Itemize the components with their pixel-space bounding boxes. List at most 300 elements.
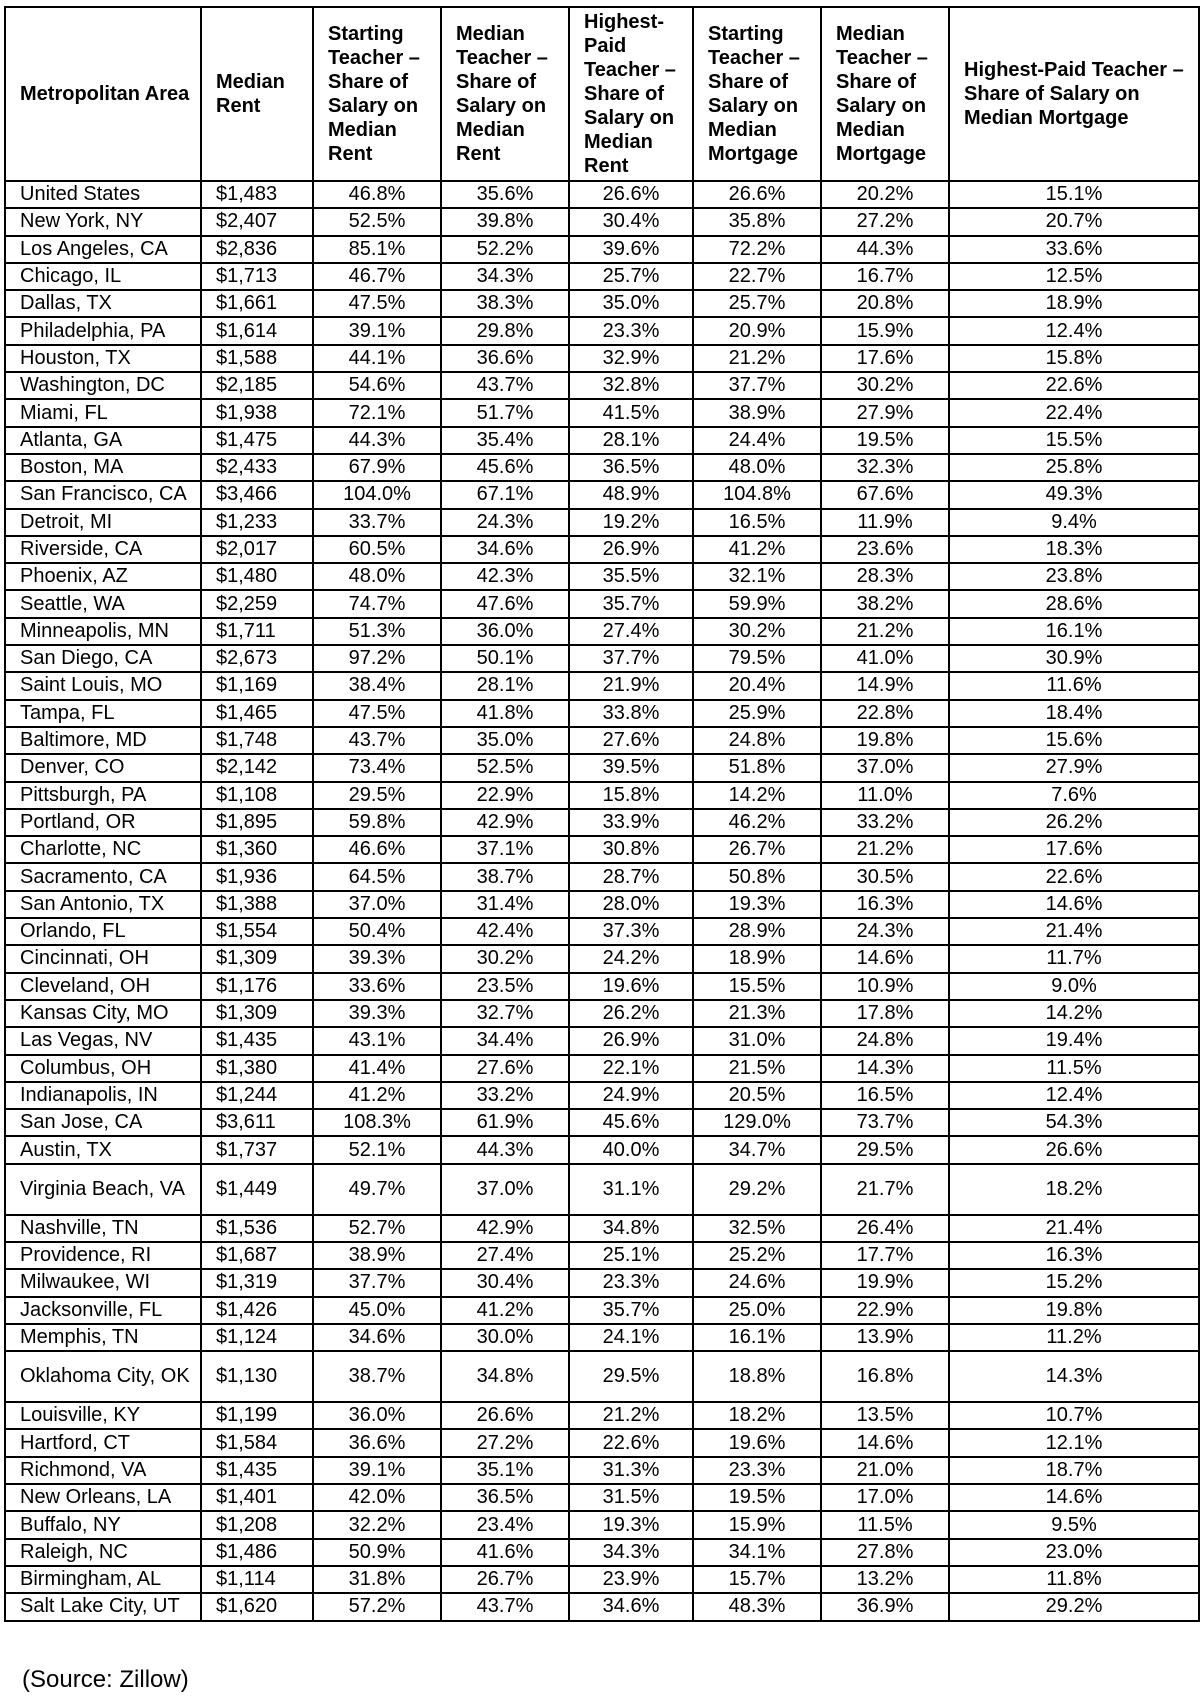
share-cell: 11.9% — [821, 509, 949, 536]
share-cell: 14.3% — [949, 1351, 1199, 1402]
share-cell: 15.5% — [693, 973, 821, 1000]
share-cell: 11.8% — [949, 1566, 1199, 1593]
metro-area-cell: Phoenix, AZ — [5, 563, 201, 590]
median-rent-cell: $1,687 — [201, 1242, 313, 1269]
share-cell: 21.0% — [821, 1457, 949, 1484]
share-cell: 43.7% — [313, 727, 441, 754]
share-cell: 52.5% — [441, 754, 569, 781]
metro-area-cell: Boston, MA — [5, 454, 201, 481]
share-cell: 11.7% — [949, 945, 1199, 972]
share-cell: 19.3% — [693, 891, 821, 918]
median-rent-cell: $3,611 — [201, 1109, 313, 1136]
share-cell: 47.5% — [313, 290, 441, 317]
share-cell: 14.3% — [821, 1055, 949, 1082]
share-cell: 12.5% — [949, 263, 1199, 290]
share-cell: 14.2% — [693, 782, 821, 809]
share-cell: 24.9% — [569, 1082, 693, 1109]
share-cell: 19.4% — [949, 1027, 1199, 1054]
share-cell: 26.4% — [821, 1215, 949, 1242]
share-cell: 12.4% — [949, 317, 1199, 344]
share-cell: 17.6% — [949, 836, 1199, 863]
metro-area-cell: Buffalo, NY — [5, 1511, 201, 1538]
share-cell: 18.7% — [949, 1457, 1199, 1484]
share-cell: 14.6% — [949, 1484, 1199, 1511]
share-cell: 16.3% — [949, 1242, 1199, 1269]
share-cell: 29.5% — [569, 1351, 693, 1402]
share-cell: 14.6% — [821, 1429, 949, 1456]
table-row — [5, 891, 1199, 918]
share-cell: 45.6% — [441, 454, 569, 481]
share-cell: 104.0% — [313, 481, 441, 508]
share-cell: 34.7% — [693, 1136, 821, 1163]
share-cell: 36.5% — [441, 1484, 569, 1511]
share-cell: 39.1% — [313, 1457, 441, 1484]
share-cell: 108.3% — [313, 1109, 441, 1136]
median-rent-cell: $1,124 — [201, 1324, 313, 1351]
table-row — [5, 1242, 1199, 1269]
table-row — [5, 236, 1199, 263]
share-cell: 26.6% — [441, 1402, 569, 1429]
share-cell: 49.7% — [313, 1164, 441, 1215]
share-cell: 22.9% — [821, 1297, 949, 1324]
median-rent-cell: $1,244 — [201, 1082, 313, 1109]
share-cell: 43.7% — [441, 1593, 569, 1620]
share-cell: 29.2% — [693, 1164, 821, 1215]
share-cell: 24.8% — [821, 1027, 949, 1054]
share-cell: 11.0% — [821, 782, 949, 809]
median-rent-cell: $2,407 — [201, 208, 313, 235]
share-cell: 34.3% — [569, 1539, 693, 1566]
median-rent-cell: $2,017 — [201, 536, 313, 563]
share-cell: 34.8% — [569, 1215, 693, 1242]
share-cell: 16.3% — [821, 891, 949, 918]
share-cell: 46.6% — [313, 836, 441, 863]
share-cell: 30.4% — [569, 208, 693, 235]
table-row — [5, 481, 1199, 508]
share-cell: 34.6% — [313, 1324, 441, 1351]
share-cell: 15.8% — [569, 782, 693, 809]
share-cell: 41.6% — [441, 1539, 569, 1566]
metro-area-cell: Birmingham, AL — [5, 1566, 201, 1593]
share-cell: 37.7% — [693, 372, 821, 399]
column-header: Median Rent — [201, 7, 313, 181]
share-cell: 42.4% — [441, 918, 569, 945]
share-cell: 36.6% — [441, 345, 569, 372]
metro-area-cell: Raleigh, NC — [5, 1539, 201, 1566]
share-cell: 37.0% — [313, 891, 441, 918]
table-row — [5, 454, 1199, 481]
share-cell: 29.2% — [949, 1593, 1199, 1620]
metro-area-cell: Baltimore, MD — [5, 727, 201, 754]
share-cell: 26.9% — [569, 536, 693, 563]
metro-area-cell: Cleveland, OH — [5, 973, 201, 1000]
median-rent-cell: $2,259 — [201, 590, 313, 617]
share-cell: 20.4% — [693, 672, 821, 699]
median-rent-cell: $1,426 — [201, 1297, 313, 1324]
share-cell: 42.3% — [441, 563, 569, 590]
share-cell: 25.2% — [693, 1242, 821, 1269]
median-rent-cell: $2,185 — [201, 372, 313, 399]
median-rent-cell: $1,435 — [201, 1457, 313, 1484]
share-cell: 18.9% — [693, 945, 821, 972]
share-cell: 52.7% — [313, 1215, 441, 1242]
share-cell: 24.2% — [569, 945, 693, 972]
table-row — [5, 1539, 1199, 1566]
share-cell: 32.7% — [441, 1000, 569, 1027]
share-cell: 30.8% — [569, 836, 693, 863]
table-row — [5, 836, 1199, 863]
table-row — [5, 345, 1199, 372]
table-row — [5, 863, 1199, 890]
share-cell: 46.8% — [313, 181, 441, 208]
share-cell: 32.2% — [313, 1511, 441, 1538]
share-cell: 34.4% — [441, 1027, 569, 1054]
share-cell: 39.3% — [313, 945, 441, 972]
column-header: Starting Teacher – Share of Salary on Median Rent — [313, 7, 441, 181]
share-cell: 30.9% — [949, 645, 1199, 672]
share-cell: 35.0% — [441, 727, 569, 754]
share-cell: 26.6% — [569, 181, 693, 208]
share-cell: 52.1% — [313, 1136, 441, 1163]
share-cell: 72.1% — [313, 399, 441, 426]
table-row — [5, 1511, 1199, 1538]
table-row — [5, 1402, 1199, 1429]
share-cell: 85.1% — [313, 236, 441, 263]
share-cell: 35.1% — [441, 1457, 569, 1484]
share-cell: 17.6% — [821, 345, 949, 372]
share-cell: 38.7% — [313, 1351, 441, 1402]
share-cell: 35.5% — [569, 563, 693, 590]
metro-area-cell: Miami, FL — [5, 399, 201, 426]
metro-area-cell: Orlando, FL — [5, 918, 201, 945]
share-cell: 7.6% — [949, 782, 1199, 809]
share-cell: 11.5% — [821, 1511, 949, 1538]
metro-area-cell: Dallas, TX — [5, 290, 201, 317]
share-cell: 45.0% — [313, 1297, 441, 1324]
share-cell: 33.7% — [313, 509, 441, 536]
share-cell: 27.2% — [441, 1429, 569, 1456]
share-cell: 24.6% — [693, 1269, 821, 1296]
metro-area-cell: Riverside, CA — [5, 536, 201, 563]
share-cell: 29.5% — [821, 1136, 949, 1163]
share-cell: 59.9% — [693, 590, 821, 617]
share-cell: 28.6% — [949, 590, 1199, 617]
share-cell: 24.3% — [821, 918, 949, 945]
metro-area-cell: Portland, OR — [5, 809, 201, 836]
share-cell: 15.7% — [693, 1566, 821, 1593]
share-cell: 31.3% — [569, 1457, 693, 1484]
share-cell: 43.7% — [441, 372, 569, 399]
metro-area-cell: Pittsburgh, PA — [5, 782, 201, 809]
median-rent-cell: $1,584 — [201, 1429, 313, 1456]
median-rent-cell: $1,360 — [201, 836, 313, 863]
share-cell: 16.7% — [821, 263, 949, 290]
metro-area-cell: Chicago, IL — [5, 263, 201, 290]
share-cell: 59.8% — [313, 809, 441, 836]
share-cell: 30.4% — [441, 1269, 569, 1296]
share-cell: 42.9% — [441, 1215, 569, 1242]
share-cell: 21.3% — [693, 1000, 821, 1027]
table-row — [5, 1215, 1199, 1242]
share-cell: 67.1% — [441, 481, 569, 508]
share-cell: 12.1% — [949, 1429, 1199, 1456]
share-cell: 18.3% — [949, 536, 1199, 563]
table-row — [5, 645, 1199, 672]
median-rent-cell: $1,588 — [201, 345, 313, 372]
share-cell: 41.5% — [569, 399, 693, 426]
share-cell: 9.5% — [949, 1511, 1199, 1538]
share-cell: 15.1% — [949, 181, 1199, 208]
share-cell: 57.2% — [313, 1593, 441, 1620]
share-cell: 37.7% — [313, 1269, 441, 1296]
share-cell: 26.7% — [441, 1566, 569, 1593]
share-cell: 16.1% — [949, 618, 1199, 645]
share-cell: 33.8% — [569, 700, 693, 727]
metro-area-cell: Indianapolis, IN — [5, 1082, 201, 1109]
share-cell: 15.8% — [949, 345, 1199, 372]
table-row — [5, 1269, 1199, 1296]
share-cell: 49.3% — [949, 481, 1199, 508]
share-cell: 18.9% — [949, 290, 1199, 317]
share-cell: 19.9% — [821, 1269, 949, 1296]
share-cell: 13.9% — [821, 1324, 949, 1351]
share-cell: 67.9% — [313, 454, 441, 481]
table-row — [5, 1109, 1199, 1136]
share-cell: 12.4% — [949, 1082, 1199, 1109]
share-cell: 21.2% — [821, 836, 949, 863]
table-row — [5, 1484, 1199, 1511]
share-cell: 23.5% — [441, 973, 569, 1000]
metro-area-cell: Las Vegas, NV — [5, 1027, 201, 1054]
share-cell: 37.1% — [441, 836, 569, 863]
share-cell: 42.9% — [441, 809, 569, 836]
share-cell: 25.7% — [693, 290, 821, 317]
median-rent-cell: $1,199 — [201, 1402, 313, 1429]
metro-area-cell: Richmond, VA — [5, 1457, 201, 1484]
share-cell: 74.7% — [313, 590, 441, 617]
share-cell: 30.5% — [821, 863, 949, 890]
share-cell: 48.9% — [569, 481, 693, 508]
table-row — [5, 263, 1199, 290]
median-rent-cell: $1,380 — [201, 1055, 313, 1082]
metro-area-cell: Saint Louis, MO — [5, 672, 201, 699]
share-cell: 20.7% — [949, 208, 1199, 235]
share-cell: 61.9% — [441, 1109, 569, 1136]
share-cell: 20.2% — [821, 181, 949, 208]
table-row — [5, 973, 1199, 1000]
share-cell: 17.0% — [821, 1484, 949, 1511]
share-cell: 51.3% — [313, 618, 441, 645]
share-cell: 30.0% — [441, 1324, 569, 1351]
median-rent-cell: $1,737 — [201, 1136, 313, 1163]
share-cell: 25.7% — [569, 263, 693, 290]
share-cell: 18.2% — [949, 1164, 1199, 1215]
share-cell: 36.0% — [441, 618, 569, 645]
share-cell: 36.0% — [313, 1402, 441, 1429]
share-cell: 13.2% — [821, 1566, 949, 1593]
median-rent-cell: $2,836 — [201, 236, 313, 263]
median-rent-cell: $2,433 — [201, 454, 313, 481]
median-rent-cell: $1,713 — [201, 263, 313, 290]
metro-area-cell: Denver, CO — [5, 754, 201, 781]
share-cell: 73.4% — [313, 754, 441, 781]
column-header: Highest-Paid Teacher – Share of Salary on Median Mortgage — [949, 7, 1199, 181]
metro-area-cell: Philadelphia, PA — [5, 317, 201, 344]
share-cell: 44.3% — [441, 1136, 569, 1163]
table-row — [5, 1593, 1199, 1620]
median-rent-cell: $1,114 — [201, 1566, 313, 1593]
median-rent-cell: $1,486 — [201, 1539, 313, 1566]
share-cell: 25.8% — [949, 454, 1199, 481]
table-row — [5, 509, 1199, 536]
share-cell: 9.4% — [949, 509, 1199, 536]
table-row — [5, 945, 1199, 972]
share-cell: 38.2% — [821, 590, 949, 617]
share-cell: 37.7% — [569, 645, 693, 672]
share-cell: 15.9% — [821, 317, 949, 344]
share-cell: 30.2% — [441, 945, 569, 972]
share-cell: 27.4% — [441, 1242, 569, 1269]
median-rent-cell: $1,388 — [201, 891, 313, 918]
metro-area-cell: Seattle, WA — [5, 590, 201, 617]
share-cell: 19.5% — [821, 427, 949, 454]
median-rent-cell: $1,208 — [201, 1511, 313, 1538]
share-cell: 27.2% — [821, 208, 949, 235]
table-row — [5, 1082, 1199, 1109]
share-cell: 28.9% — [693, 918, 821, 945]
share-cell: 38.3% — [441, 290, 569, 317]
share-cell: 14.6% — [949, 891, 1199, 918]
share-cell: 27.6% — [569, 727, 693, 754]
share-cell: 38.4% — [313, 672, 441, 699]
metro-area-cell: Providence, RI — [5, 1242, 201, 1269]
share-cell: 44.1% — [313, 345, 441, 372]
median-rent-cell: $3,466 — [201, 481, 313, 508]
share-cell: 16.1% — [693, 1324, 821, 1351]
share-cell: 22.7% — [693, 263, 821, 290]
share-cell: 46.7% — [313, 263, 441, 290]
share-cell: 41.2% — [693, 536, 821, 563]
share-cell: 38.9% — [313, 1242, 441, 1269]
share-cell: 47.5% — [313, 700, 441, 727]
share-cell: 23.3% — [693, 1457, 821, 1484]
share-cell: 26.7% — [693, 836, 821, 863]
metro-area-cell: Milwaukee, WI — [5, 1269, 201, 1296]
metro-area-cell: Louisville, KY — [5, 1402, 201, 1429]
table-row — [5, 399, 1199, 426]
share-cell: 42.0% — [313, 1484, 441, 1511]
metro-area-cell: Virginia Beach, VA — [5, 1164, 201, 1215]
share-cell: 34.8% — [441, 1351, 569, 1402]
share-cell: 23.3% — [569, 317, 693, 344]
share-cell: 21.2% — [693, 345, 821, 372]
metro-area-cell: New York, NY — [5, 208, 201, 235]
share-cell: 20.8% — [821, 290, 949, 317]
share-cell: 11.2% — [949, 1324, 1199, 1351]
table-row — [5, 1324, 1199, 1351]
column-header: Highest-Paid Teacher – Share of Salary on Median Rent — [569, 7, 693, 181]
median-rent-cell: $1,319 — [201, 1269, 313, 1296]
share-cell: 32.8% — [569, 372, 693, 399]
share-cell: 36.5% — [569, 454, 693, 481]
share-cell: 31.4% — [441, 891, 569, 918]
share-cell: 104.8% — [693, 481, 821, 508]
share-cell: 14.9% — [821, 672, 949, 699]
share-cell: 33.2% — [821, 809, 949, 836]
share-cell: 32.9% — [569, 345, 693, 372]
share-cell: 11.6% — [949, 672, 1199, 699]
table-row — [5, 427, 1199, 454]
share-cell: 18.2% — [693, 1402, 821, 1429]
table-row — [5, 1055, 1199, 1082]
share-cell: 34.6% — [569, 1593, 693, 1620]
share-cell: 21.5% — [693, 1055, 821, 1082]
metro-area-cell: Minneapolis, MN — [5, 618, 201, 645]
share-cell: 14.2% — [949, 1000, 1199, 1027]
share-cell: 29.8% — [441, 317, 569, 344]
share-cell: 26.6% — [693, 181, 821, 208]
share-cell: 17.8% — [821, 1000, 949, 1027]
share-cell: 32.3% — [821, 454, 949, 481]
table-row — [5, 1429, 1199, 1456]
share-cell: 22.1% — [569, 1055, 693, 1082]
median-rent-cell: $1,620 — [201, 1593, 313, 1620]
share-cell: 38.9% — [693, 399, 821, 426]
table-body — [5, 181, 1199, 1621]
table-row — [5, 317, 1199, 344]
share-cell: 21.2% — [569, 1402, 693, 1429]
share-cell: 19.6% — [569, 973, 693, 1000]
share-cell: 26.2% — [569, 1000, 693, 1027]
metro-area-cell: Sacramento, CA — [5, 863, 201, 890]
share-cell: 35.4% — [441, 427, 569, 454]
share-cell: 60.5% — [313, 536, 441, 563]
table-row — [5, 372, 1199, 399]
share-cell: 50.4% — [313, 918, 441, 945]
share-cell: 46.2% — [693, 809, 821, 836]
share-cell: 33.6% — [949, 236, 1199, 263]
metro-area-cell: Columbus, OH — [5, 1055, 201, 1082]
table-row — [5, 918, 1199, 945]
share-cell: 41.2% — [313, 1082, 441, 1109]
share-cell: 11.5% — [949, 1055, 1199, 1082]
share-cell: 50.1% — [441, 645, 569, 672]
share-cell: 48.3% — [693, 1593, 821, 1620]
column-header: Median Teacher – Share of Salary on Median Mortgage — [821, 7, 949, 181]
median-rent-cell: $1,661 — [201, 290, 313, 317]
share-cell: 33.6% — [313, 973, 441, 1000]
median-rent-cell: $1,449 — [201, 1164, 313, 1215]
share-cell: 31.0% — [693, 1027, 821, 1054]
share-cell: 38.7% — [441, 863, 569, 890]
share-cell: 22.4% — [949, 399, 1199, 426]
metro-area-cell: Salt Lake City, UT — [5, 1593, 201, 1620]
column-header: Starting Teacher – Share of Salary on Median Mortgage — [693, 7, 821, 181]
share-cell: 28.1% — [441, 672, 569, 699]
share-cell: 50.9% — [313, 1539, 441, 1566]
share-cell: 24.1% — [569, 1324, 693, 1351]
share-cell: 31.5% — [569, 1484, 693, 1511]
share-cell: 35.7% — [569, 590, 693, 617]
metro-area-cell: Washington, DC — [5, 372, 201, 399]
share-cell: 16.5% — [821, 1082, 949, 1109]
table-row — [5, 590, 1199, 617]
column-header: Median Teacher – Share of Salary on Median Rent — [441, 7, 569, 181]
share-cell: 9.0% — [949, 973, 1199, 1000]
share-cell: 23.4% — [441, 1511, 569, 1538]
share-cell: 37.3% — [569, 918, 693, 945]
share-cell: 36.9% — [821, 1593, 949, 1620]
